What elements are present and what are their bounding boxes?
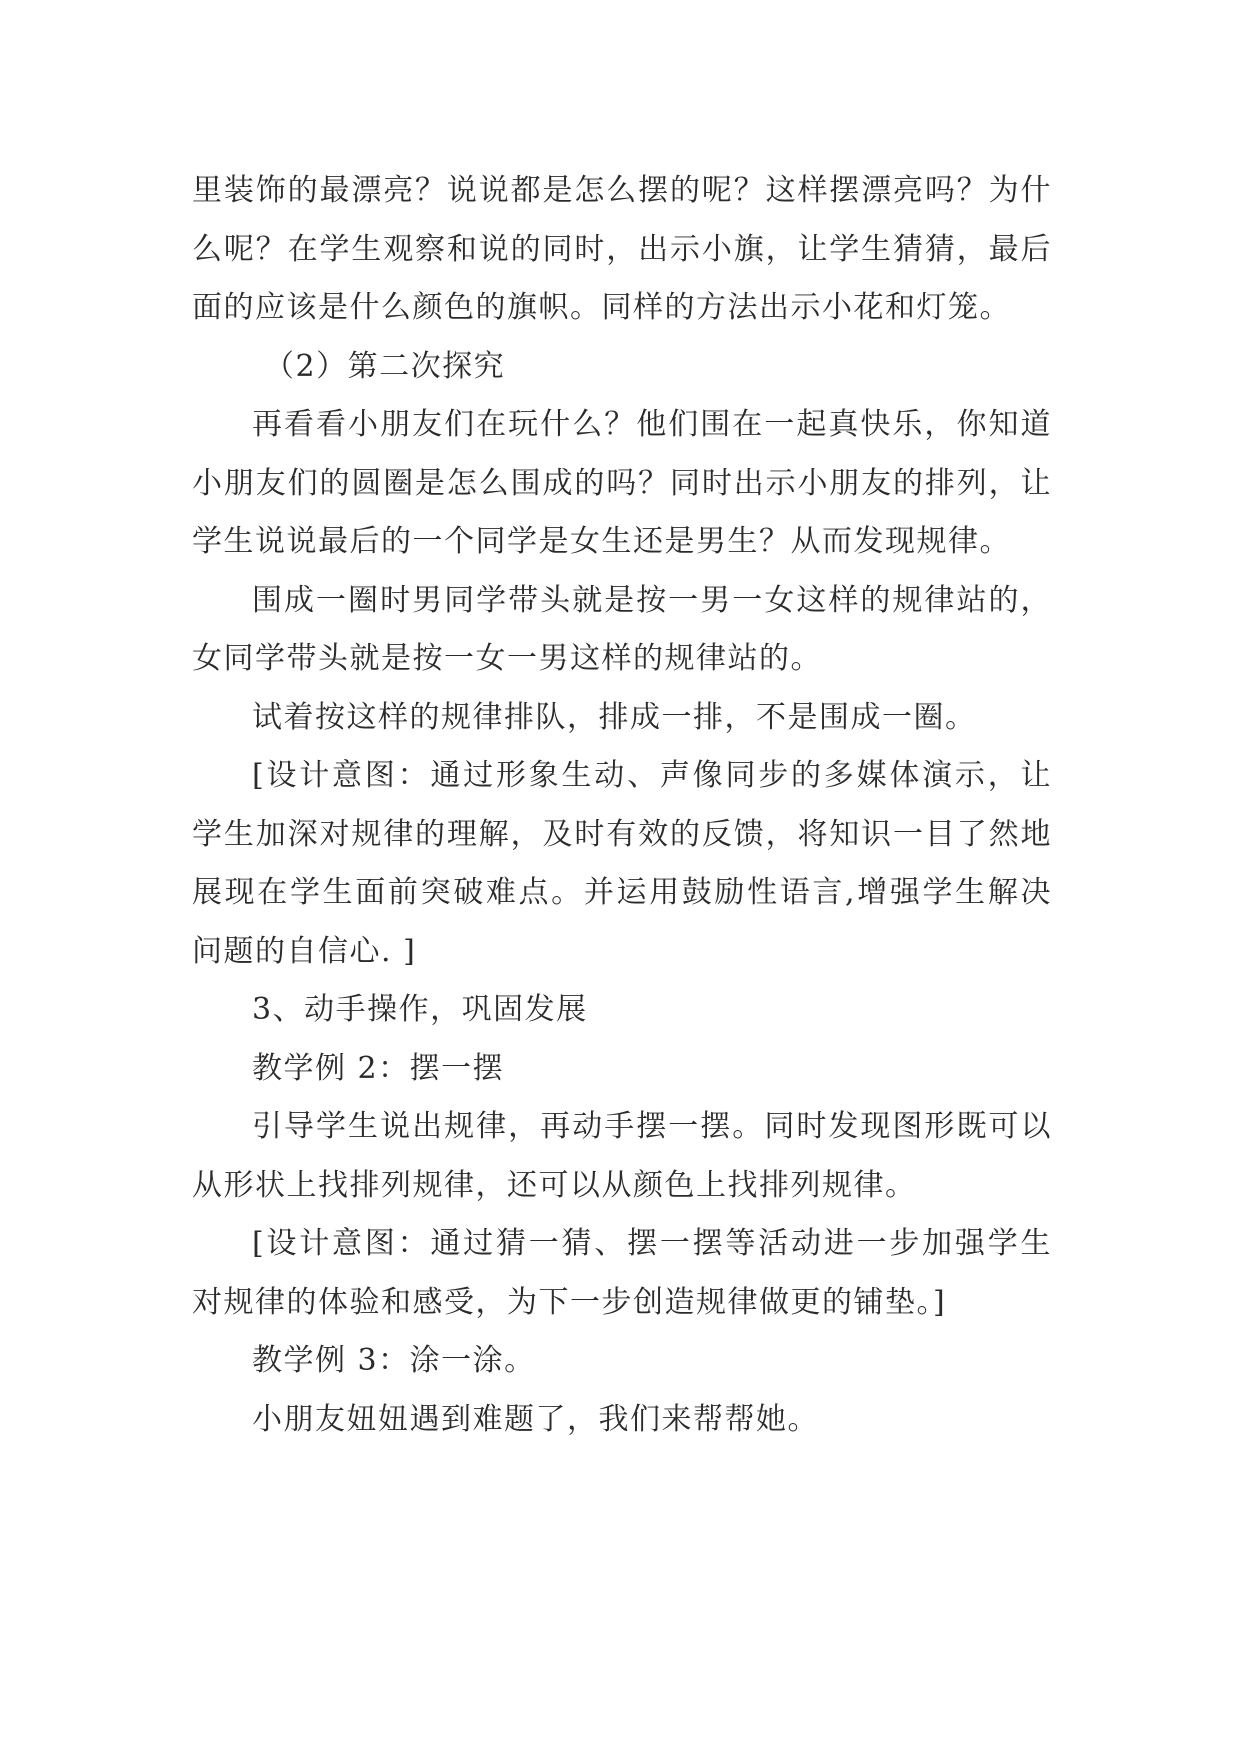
paragraph: 试着按这样的规律排队，排成一排，不是围成一圈。 bbox=[252, 699, 977, 735]
section-heading-second-exploration: （2）第二次探究 bbox=[264, 348, 506, 384]
document-body bbox=[192, 162, 1052, 1449]
section-heading-hands-on: 3、动手操作，巩固发展 bbox=[252, 992, 588, 1027]
paragraph: 再看看小朋友们在玩什么？他们围在一起真快乐，你知道小朋友们的圆圈是怎么围成的吗？同时出示小朋友的排列，让学生说说最后的一个同学是女生还是男生？从而发现规律。 bbox=[192, 407, 1052, 559]
example-heading: 教学例 2：摆一摆 bbox=[252, 1050, 505, 1086]
design-intent-note: [设计意图：通过猜一猜、摆一摆等活动进一步加强学生对规律的体验和感受，为下一步创造规律做更的铺垫。] bbox=[192, 1226, 1052, 1320]
paragraph: 围成一圈时男同学带头就是按一男一女这样的规律站的，女同学带头就是按一女一男这样的规律站的。 bbox=[192, 582, 1052, 676]
design-intent-note: [设计意图：通过形象生动、声像同步的多媒体演示，让学生加深对规律的理解，及时有效的反馈，将知识一目了然地展现在学生面前突破难点。并运用鼓励性语言,增强学生解决问题的自信心. ] bbox=[192, 758, 1052, 969]
paragraph: 引导学生说出规律，再动手摆一摆。同时发现图形既可以从形状上找排列规律，还可以从颜色上找排列规律。 bbox=[192, 1109, 1052, 1203]
example-heading: 教学例 3：涂一涂。 bbox=[252, 1343, 536, 1378]
paragraph: 小朋友妞妞遇到难题了，我们来帮帮她。 bbox=[252, 1401, 819, 1437]
paragraph-continued: 里装饰的最漂亮？说说都是怎么摆的呢？这样摆漂亮吗？为什么呢？在学生观察和说的同时，出示小旗，让学生猜猜，最后面的应该是什么颜色的旗帜。同样的方法出示小花和灯笼。 bbox=[192, 173, 1052, 325]
